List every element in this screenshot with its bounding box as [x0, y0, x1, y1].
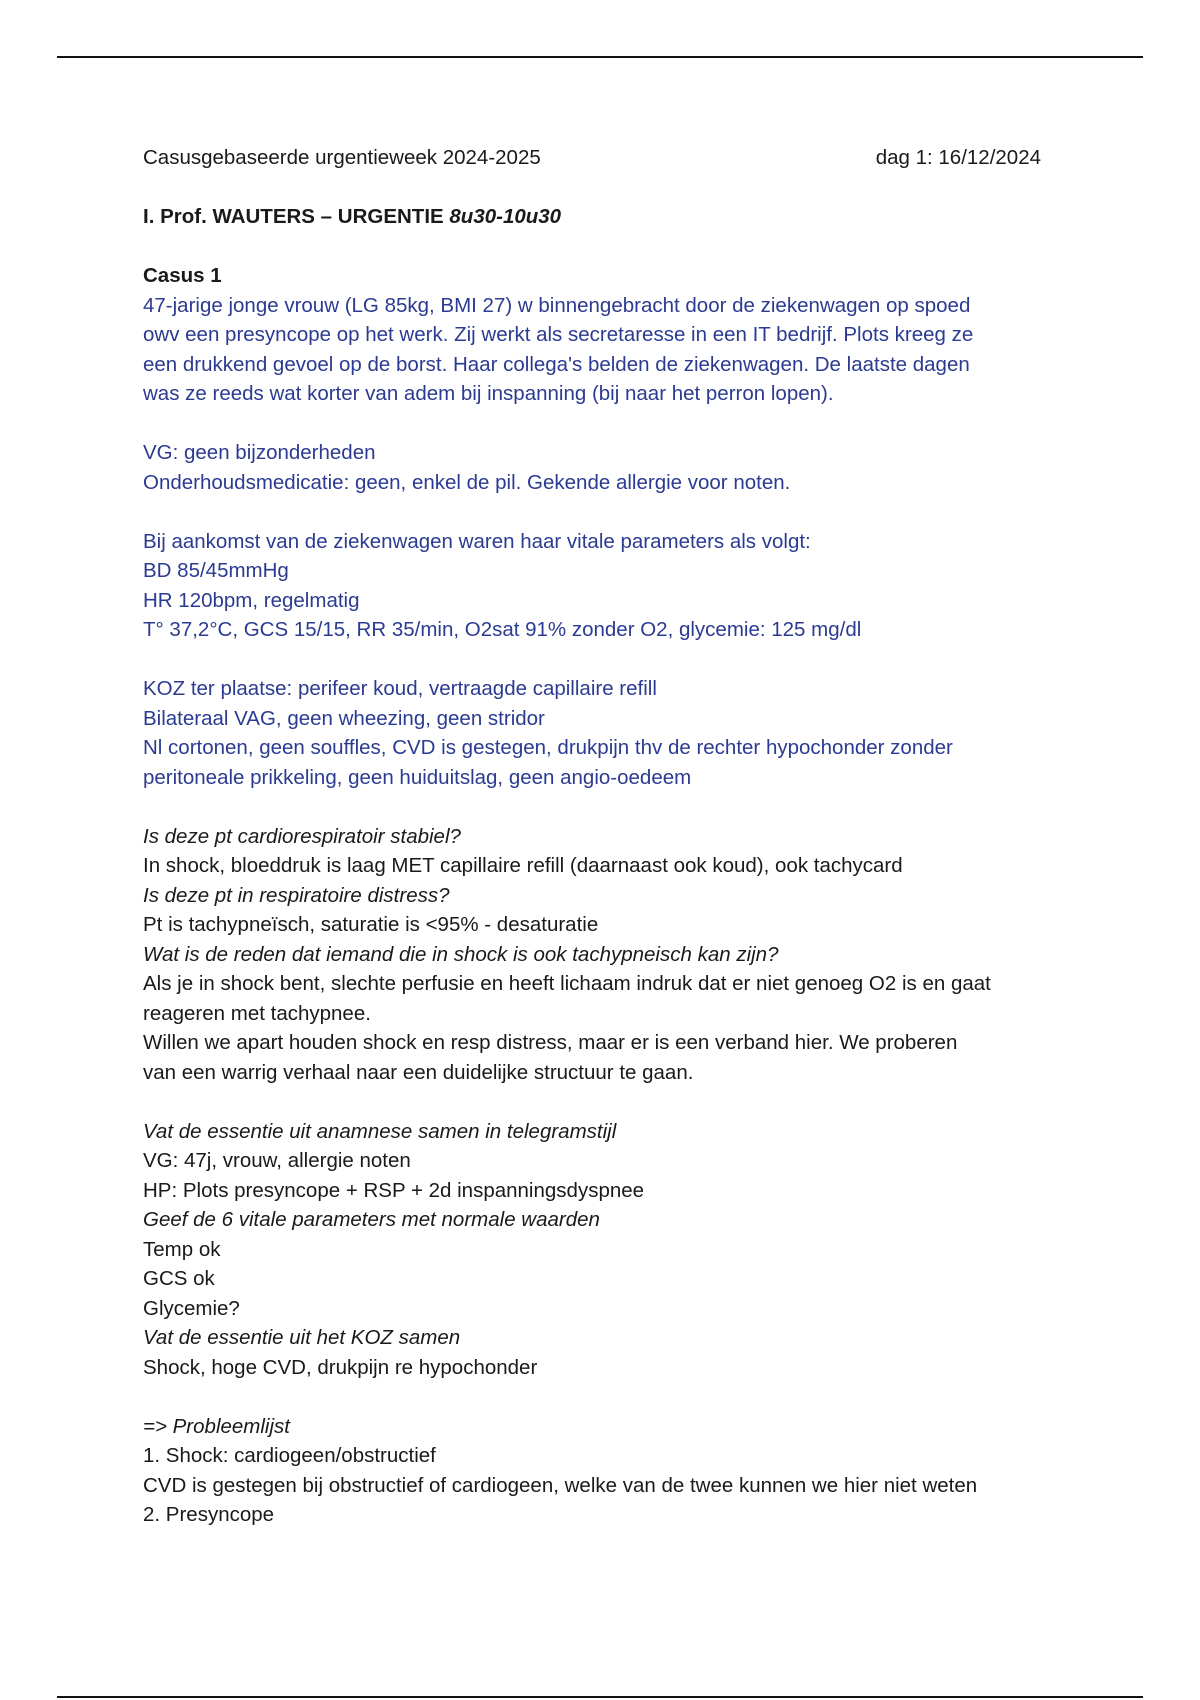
problem-item: CVD is gestegen bij obstructief of cardiogeen, welke van de twee kunnen we hier niet weten	[143, 1473, 978, 1497]
answer: In shock, bloeddruk is laag MET capillaire refill (daarnaast ook koud), ook tachycard	[143, 854, 903, 877]
answer: van een warrig verhaal naar een duidelijke structuur te gaan.	[143, 1060, 694, 1084]
document-header	[143, 143, 1041, 173]
answer: VG: 47j, vrouw, allergie noten	[143, 1149, 411, 1172]
document-body	[143, 143, 1073, 1530]
answer: reageren met tachypnee.	[143, 1001, 371, 1025]
problem-list-heading: => Probleemlijst	[143, 1414, 290, 1438]
question: Vat de essentie uit het KOZ samen	[143, 1326, 461, 1349]
question: Is deze pt in respiratoire distress?	[143, 883, 450, 907]
exam-line: Bilateraal VAG, geen wheezing, geen stridor	[143, 706, 545, 730]
section-time: 8u30-10u30	[449, 205, 562, 228]
vitals-line: Bij aankomst van de ziekenwagen waren haar vitale parameters als volgt:	[143, 529, 811, 553]
answer: Willen we apart houden shock en resp distress, maar er is een verband hier. We proberen	[143, 1031, 958, 1054]
exam-line: Nl cortonen, geen souffles, CVD is gestegen, drukpijn thv de rechter hypochonder zonder	[143, 736, 953, 759]
answer: HP: Plots presyncope + RSP + 2d inspanningsdyspnee	[143, 1178, 645, 1202]
question: Geef de 6 vitale parameters met normale waarden	[143, 1208, 600, 1231]
history-line: VG: geen bijzonderheden	[143, 441, 376, 464]
answer: Glycemie?	[143, 1296, 240, 1320]
case-intro-line: 47-jarige jonge vrouw (LG 85kg, BMI 27) w binnengebracht door de ziekenwagen op spoed	[143, 293, 971, 317]
case-intro-line: owv een presyncope op het werk. Zij werkt als secretaresse in een IT bedrijf. Plots kreeg ze	[143, 323, 974, 346]
course-title: Casusgebaseerde urgentieweek 2024-2025	[143, 146, 541, 169]
answer: Pt is tachypneïsch, saturatie is <95% - desaturatie	[143, 913, 599, 936]
history-line: Onderhoudsmedicatie: geen, enkel de pil. Gekende allergie voor noten.	[143, 470, 791, 494]
bottom-rule	[57, 1696, 1143, 1698]
case-title: Casus 1	[143, 264, 222, 287]
vitals-line: HR 120bpm, regelmatig	[143, 588, 360, 612]
exam-line: KOZ ter plaatse: perifeer koud, vertraagde capillaire refill	[143, 677, 657, 700]
vitals-line: BD 85/45mmHg	[143, 559, 289, 582]
answer: Shock, hoge CVD, drukpijn re hypochonder	[143, 1355, 538, 1379]
day-date: dag 1: 16/12/2024	[875, 146, 1041, 169]
question: Vat de essentie uit anamnese samen in telegramstijl	[143, 1119, 617, 1143]
top-rule	[57, 56, 1143, 58]
case-intro-line: een drukkend gevoel op de borst. Haar collega's belden de ziekenwagen. De laatste dagen	[143, 352, 970, 376]
answer: Als je in shock bent, slechte perfusie en heeft lichaam indruk dat er niet genoeg O2 is en gaat	[143, 972, 991, 995]
problem-item: 1. Shock: cardiogeen/obstructief	[143, 1444, 436, 1467]
problem-item: 2. Presyncope	[143, 1503, 275, 1526]
question: Is deze pt cardiorespiratoir stabiel?	[143, 824, 461, 848]
answer: GCS ok	[143, 1267, 215, 1290]
exam-line: peritoneale prikkeling, geen huiduitslag, geen angio-oedeem	[143, 765, 692, 789]
answer: Temp ok	[143, 1237, 221, 1261]
case-intro-line: was ze reeds wat korter van adem bij inspanning (bij naar het perron lopen).	[143, 382, 834, 405]
vitals-line: T° 37,2°C, GCS 15/15, RR 35/min, O2sat 91% zonder O2, glycemie: 125 mg/dl	[143, 618, 862, 641]
question: Wat is de reden dat iemand die in shock is ook tachypneisch kan zijn?	[143, 942, 779, 966]
section-title: I. Prof. WAUTERS – URGENTIE 8u30-10u30	[143, 205, 562, 228]
